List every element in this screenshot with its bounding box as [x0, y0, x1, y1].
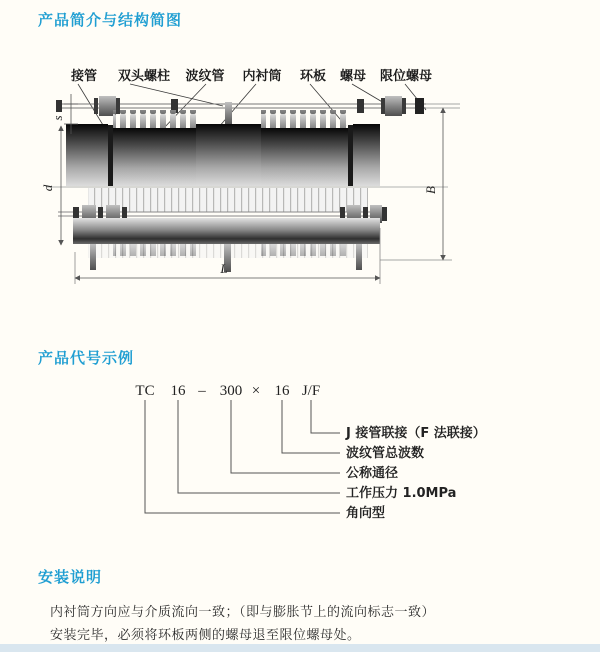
- label-connecting-pipe: 接管: [70, 69, 98, 84]
- upper-tie-rod: [56, 96, 426, 126]
- code-heading: 产品代号示例: [38, 349, 135, 367]
- expansion-joint-structure-diagram: [28, 60, 468, 295]
- label-ring-plate: 环板: [299, 69, 327, 84]
- page-bottom-strip: [0, 644, 600, 652]
- label-nut: 螺母: [339, 69, 367, 84]
- code-explanations: [345, 425, 486, 521]
- code-tokens: [135, 383, 320, 399]
- part-labels: [70, 68, 432, 84]
- code-label-type: 角向型: [346, 506, 386, 521]
- label-bellows: 波纹管: [185, 69, 225, 84]
- dim-b-label: B: [423, 186, 438, 194]
- install-instruction-line2: 安装完毕，必须将环板两侧的螺母退至限位螺母处。: [50, 628, 361, 643]
- code-label-pressure: 工作压力 1.0MPa: [346, 486, 457, 501]
- code-token-connect: J/F: [301, 383, 321, 399]
- install-heading: 安装说明: [38, 568, 103, 586]
- code-label-connection: J 接管联接（F 法联接）: [346, 426, 486, 441]
- dim-l-label: L: [220, 261, 228, 276]
- product-code-diagram: [0, 375, 600, 530]
- code-token-dash: –: [198, 383, 206, 399]
- code-connector-lines: [145, 400, 340, 513]
- dimension-b: [380, 104, 460, 260]
- code-label-wave-count: 波纹管总波数: [346, 446, 425, 461]
- code-token-diameter: 300: [219, 383, 243, 399]
- joint-body-upper: [66, 110, 380, 186]
- label-limit-nut: 限位螺母: [379, 69, 433, 84]
- intro-heading: 产品简介与结构简图: [38, 11, 183, 29]
- label-inner-liner: 内衬筒: [242, 69, 282, 84]
- code-token-type: TC: [135, 383, 155, 399]
- code-token-times: ×: [251, 383, 261, 399]
- install-instruction-line1: 内衬筒方向应与介质流向一致；（即与膨胀节上的流向标志一致）: [50, 605, 436, 620]
- joint-body-lower: [58, 188, 387, 272]
- code-token-waves: 16: [274, 383, 290, 399]
- dim-s-label: s: [50, 115, 65, 121]
- code-label-diameter: 公称通径: [346, 466, 399, 481]
- label-double-end-stud: 双头螺柱: [117, 69, 171, 84]
- code-token-pressure: 16: [170, 383, 186, 399]
- dim-d-label: d: [40, 184, 55, 192]
